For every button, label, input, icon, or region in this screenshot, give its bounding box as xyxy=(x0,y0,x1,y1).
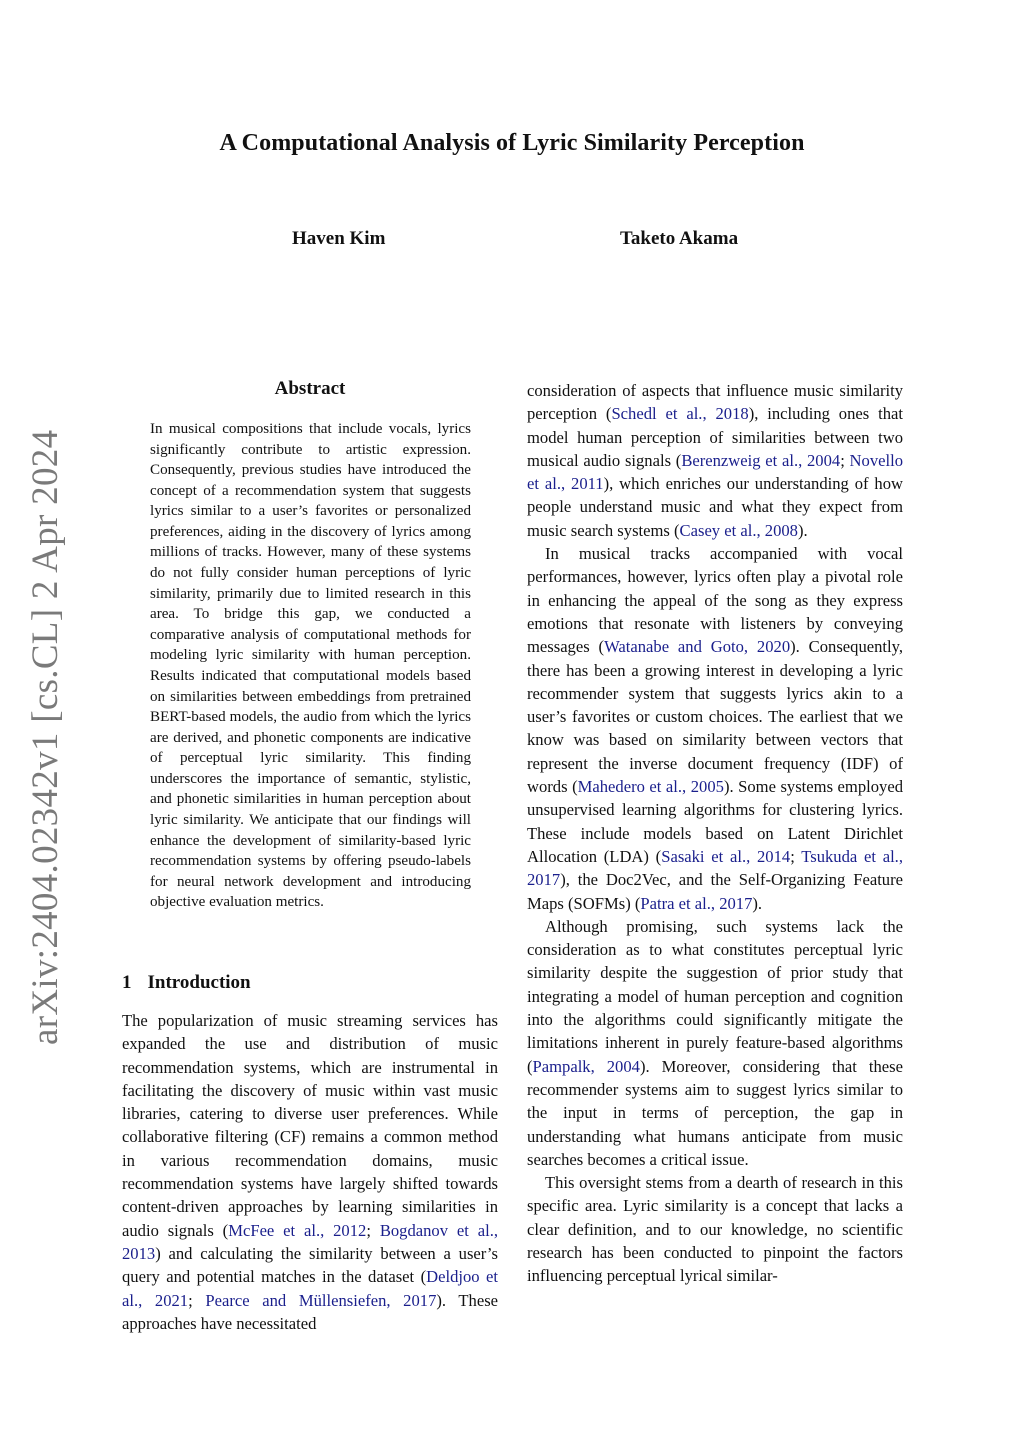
paragraph-text: ), the Doc2Vec, and the Self-Organizing Feature Maps (SOFMs) ( xyxy=(527,870,903,913)
paragraph-text: ), which enriches our understanding of how people understand music and what they expect from music search systems ( xyxy=(527,474,903,540)
paragraph-text: Although promising, such systems lack the consideration as to what constitutes perceptual lyric similarity despite the suggestion of prior study that integrating a model of human perception and cognition into the algorithms could significantly mitigate the limitations inherent in purely feature-based algorithms ( xyxy=(527,916,903,1076)
paragraph-text: This oversight stems from a dearth of research in this specific area. Lyric similarity is a concept that lacks a clear definition, and to our knowledge, no scientific research has been conducted to pinpoint the factors influencing perceptual lyrical similar- xyxy=(527,1173,903,1286)
paragraph xyxy=(122,1009,498,1335)
citation-link[interactable]: Deldjoo et al., 2021 xyxy=(122,1267,498,1310)
paragraph-text: ), including ones that model human perception of similarities between two musical audio signals ( xyxy=(527,404,903,470)
citation-link[interactable]: Pampalk, 2004 xyxy=(532,1056,640,1076)
paragraph-text: ). These approaches have necessitated xyxy=(122,1290,499,1333)
paragraph-text: The popularization of music streaming services has expanded the use and distribution of music recommendation systems, which are instrumental in facilitating the discovery of music within vast music libraries, catering to diverse user preferences. While collaborative filtering (CF) remains a common method in various recommendation domains, music recommendation systems have largely shifted towards content-driven approaches by learning similarities in audio signals ( xyxy=(122,1011,498,1240)
citation-link[interactable]: Watanabe and Goto, 2020 xyxy=(604,637,791,657)
abstract-text: In musical compositions that include vocals, lyrics significantly contribute to artistic expression. Consequently, previous studies have introduced the concept of a recommendation system that suggests lyrics similar to a user’s favorites or personalized preferences, aiding in the discovery of lyrics among millions of tracks. However, many of these systems do not fully consider human perceptions of lyric similarity, primarily due to limited research in this area. To bridge this gap, we conducted a comparative analysis of computational methods for modeling lyric similarity with human perception. Results indicated that computational models based on similarities between embeddings from pretrained BERT-based models, the audio from which the lyrics are derived, and phonetic components are indicative of perceptual lyric similarity. This finding underscores the importance of semantic, stylistic, and phonetic similarities in human perception about lyric similarity. We anticipate that our findings will enhance the development of similarity-based lyric recommendation systems by offering pseudo-labels for neural network development and introducing objective evaluation metrics. xyxy=(150,421,471,911)
author-name: Haven Kim xyxy=(292,228,386,249)
left-column xyxy=(122,1009,498,1335)
paragraph-text: ). Moreover, considering that these recommender systems aim to suggest lyrics similar to the input in terms of perception, the gap in understanding what humans anticipate from music searches becomes a critical issue. xyxy=(527,1056,903,1169)
citation-link[interactable]: Berenzweig et al., 2004 xyxy=(681,450,841,470)
citation-link[interactable]: Patra et al., 2017 xyxy=(640,893,753,913)
right-column xyxy=(527,379,903,1288)
section-heading-introduction xyxy=(122,972,251,994)
citation-link[interactable]: McFee et al., 2012 xyxy=(228,1220,367,1240)
citation-separator: ; xyxy=(790,846,802,866)
citation-link[interactable]: Pearce and Müllensiefen, 2017 xyxy=(205,1290,437,1310)
paragraph-text: In musical tracks accompanied with vocal performances, however, lyrics often play a pivotal role in enhancing the appeal of the song as they express emotions that resonate with listeners by conveying messages ( xyxy=(527,544,903,657)
citation-link[interactable]: Novello et al., 2011 xyxy=(527,450,904,494)
citation-link[interactable]: Schedl et al., 2018 xyxy=(611,404,749,424)
citation-link[interactable]: Tsukuda et al., 2017 xyxy=(527,846,903,890)
abstract-heading: Abstract xyxy=(274,378,346,399)
paragraph-text: ). xyxy=(752,893,763,913)
citation-separator: ; xyxy=(840,450,850,470)
paper-title: A Computational Analysis of Lyric Similarity Perception xyxy=(219,130,805,156)
paragraph xyxy=(527,1171,903,1287)
citation-link[interactable]: Sasaki et al., 2014 xyxy=(661,846,791,866)
paragraph-text: ). xyxy=(797,520,808,540)
citation-link[interactable]: Mahedero et al., 2005 xyxy=(577,777,724,797)
author-name: Taketo Akama xyxy=(620,228,739,249)
paragraph-text: ). Some systems employed unsupervised learning algorithms for clustering lyrics. These include models based on Latent Dirichlet Allocation (LDA) ( xyxy=(527,777,903,866)
section-number: 1 xyxy=(122,972,132,993)
paragraph-text: ). Consequently, there has been a growing interest in developing a lyric recommender system that suggests lyrics akin to a user’s favorites or custom choices. The earliest that we know was based on similarity between vectors that represent the inverse document frequency (IDF) of words ( xyxy=(527,637,903,797)
citation-link[interactable]: Bogdanov et al., 2013 xyxy=(122,1220,498,1263)
citation-separator: ; xyxy=(366,1220,380,1240)
citation-link[interactable]: Casey et al., 2008 xyxy=(679,520,798,540)
section-title: Introduction xyxy=(147,972,251,993)
arxiv-identifier-stamp: arXiv:2404.02342v1 [cs.CL] 2 Apr 2024 xyxy=(25,429,66,1045)
paragraph xyxy=(527,379,903,542)
paragraph-text: consideration of aspects that influence music similarity perception ( xyxy=(527,381,903,424)
paragraph xyxy=(527,915,903,1171)
paragraph xyxy=(527,542,903,915)
paragraph-text: ) and calculating the similarity between a user’s query and potential matches in the dataset ( xyxy=(122,1243,498,1287)
citation-separator: ; xyxy=(188,1290,206,1310)
